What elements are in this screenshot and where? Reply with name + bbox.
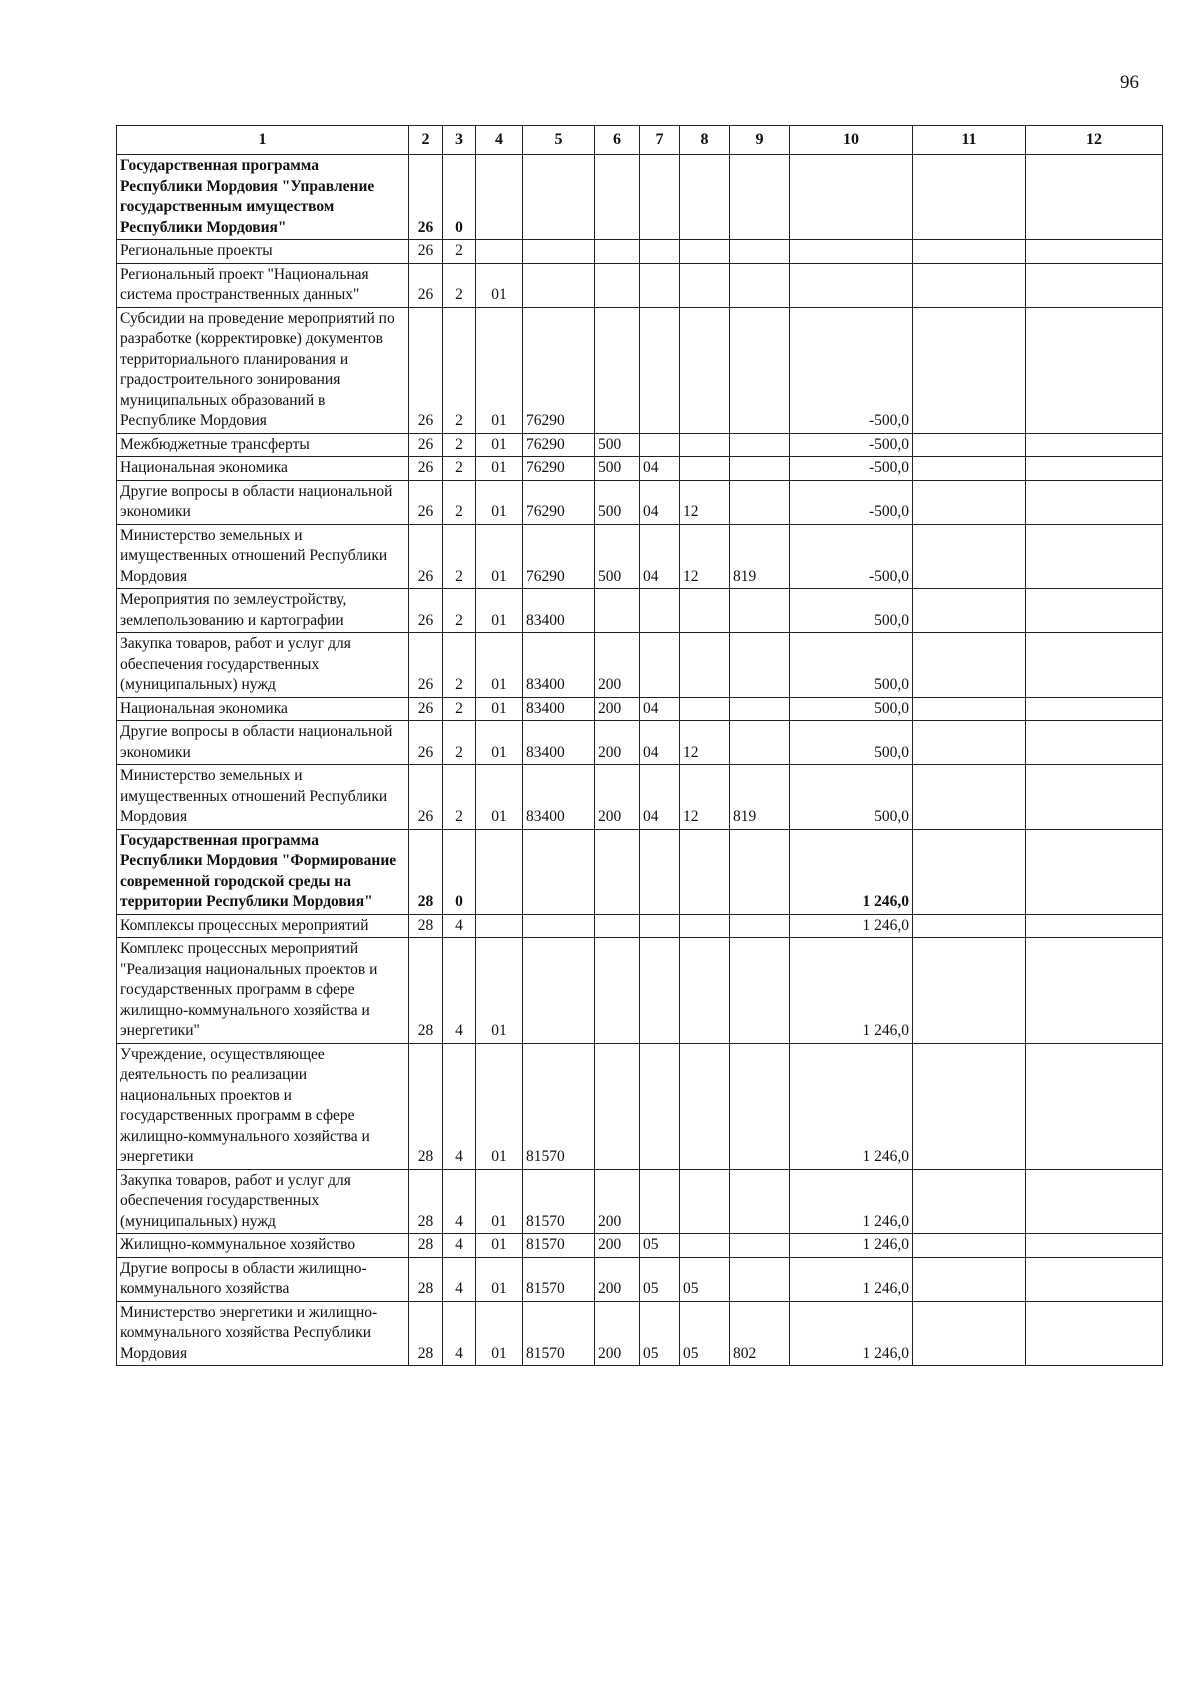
cell-col-6	[595, 1043, 640, 1169]
cell-col-11	[913, 457, 1026, 481]
row-label: Другие вопросы в области национальной экономики	[117, 721, 409, 765]
cell-col-7	[640, 1043, 680, 1169]
cell-col-7: 05	[640, 1257, 680, 1301]
amount-cell	[790, 155, 913, 240]
cell-col-11	[913, 1301, 1026, 1366]
cell-col-8	[680, 938, 730, 1044]
row-label: Министерство земельных и имущественных отношений Республики Мордовия	[117, 524, 409, 589]
row-label: Закупка товаров, работ и услуг для обеспечения государственных (муниципальных) нужд	[117, 633, 409, 698]
cell-col-8	[680, 457, 730, 481]
cell-col-12	[1026, 697, 1163, 721]
cell-col-9	[730, 721, 790, 765]
cell-col-4	[476, 155, 523, 240]
amount-cell	[790, 240, 913, 264]
cell-col-9	[730, 938, 790, 1044]
cell-col-7: 04	[640, 765, 680, 830]
cell-col-8: 05	[680, 1257, 730, 1301]
cell-col-5: 83400	[523, 589, 595, 633]
cell-col-9	[730, 633, 790, 698]
cell-col-12	[1026, 914, 1163, 938]
cell-col-7	[640, 155, 680, 240]
cell-col-6	[595, 240, 640, 264]
row-label: Жилищно-коммунальное хозяйство	[117, 1234, 409, 1258]
amount-cell: -500,0	[790, 480, 913, 524]
cell-col-3: 4	[443, 1257, 476, 1301]
cell-col-3: 2	[443, 697, 476, 721]
column-header-12: 12	[1026, 126, 1163, 155]
cell-col-12	[1026, 457, 1163, 481]
cell-col-9	[730, 307, 790, 433]
cell-col-4	[476, 914, 523, 938]
cell-col-4: 01	[476, 1301, 523, 1366]
cell-col-6	[595, 155, 640, 240]
cell-col-5: 76290	[523, 307, 595, 433]
cell-col-11	[913, 829, 1026, 914]
cell-col-4: 01	[476, 307, 523, 433]
amount-cell: 500,0	[790, 633, 913, 698]
cell-col-2: 28	[409, 1169, 443, 1234]
amount-cell: 1 246,0	[790, 914, 913, 938]
cell-col-5	[523, 240, 595, 264]
row-label: Региональный проект "Национальная система пространственных данных"	[117, 263, 409, 307]
cell-col-4	[476, 240, 523, 264]
cell-col-5: 76290	[523, 480, 595, 524]
cell-col-2: 28	[409, 914, 443, 938]
cell-col-2: 28	[409, 1257, 443, 1301]
cell-col-11	[913, 1169, 1026, 1234]
amount-cell: 1 246,0	[790, 1301, 913, 1366]
cell-col-5: 76290	[523, 457, 595, 481]
column-header-10: 10	[790, 126, 913, 155]
cell-col-8	[680, 914, 730, 938]
column-header-1: 1	[117, 126, 409, 155]
cell-col-4: 01	[476, 697, 523, 721]
amount-cell: 1 246,0	[790, 1169, 913, 1234]
row-label: Комплексы процессных мероприятий	[117, 914, 409, 938]
cell-col-11	[913, 589, 1026, 633]
cell-col-12	[1026, 524, 1163, 589]
cell-col-12	[1026, 1043, 1163, 1169]
table-row	[117, 589, 1163, 633]
cell-col-7	[640, 240, 680, 264]
amount-cell: 1 246,0	[790, 1257, 913, 1301]
cell-col-4: 01	[476, 1169, 523, 1234]
cell-col-9	[730, 457, 790, 481]
cell-col-6	[595, 938, 640, 1044]
table-body	[117, 155, 1163, 1366]
cell-col-5: 76290	[523, 524, 595, 589]
cell-col-6: 200	[595, 721, 640, 765]
cell-col-7	[640, 433, 680, 457]
cell-col-3: 2	[443, 765, 476, 830]
cell-col-3: 2	[443, 263, 476, 307]
cell-col-8	[680, 1043, 730, 1169]
cell-col-5: 81570	[523, 1301, 595, 1366]
cell-col-4: 01	[476, 457, 523, 481]
cell-col-3: 2	[443, 307, 476, 433]
cell-col-3: 0	[443, 155, 476, 240]
cell-col-3: 4	[443, 914, 476, 938]
cell-col-11	[913, 1234, 1026, 1258]
amount-cell	[790, 263, 913, 307]
cell-col-2: 28	[409, 938, 443, 1044]
row-label: Другие вопросы в области национальной экономики	[117, 480, 409, 524]
cell-col-12	[1026, 1169, 1163, 1234]
cell-col-4: 01	[476, 1043, 523, 1169]
cell-col-6: 200	[595, 1234, 640, 1258]
cell-col-5: 83400	[523, 633, 595, 698]
table-row	[117, 457, 1163, 481]
cell-col-6: 200	[595, 1257, 640, 1301]
cell-col-5: 81570	[523, 1169, 595, 1234]
cell-col-5	[523, 829, 595, 914]
cell-col-7: 04	[640, 697, 680, 721]
cell-col-3: 2	[443, 633, 476, 698]
cell-col-3: 2	[443, 721, 476, 765]
cell-col-6: 200	[595, 697, 640, 721]
cell-col-2: 28	[409, 1234, 443, 1258]
cell-col-5: 81570	[523, 1043, 595, 1169]
cell-col-7: 05	[640, 1234, 680, 1258]
cell-col-3: 2	[443, 240, 476, 264]
table-row	[117, 697, 1163, 721]
cell-col-7	[640, 263, 680, 307]
column-header-9: 9	[730, 126, 790, 155]
cell-col-7: 05	[640, 1301, 680, 1366]
cell-col-9: 802	[730, 1301, 790, 1366]
cell-col-6	[595, 914, 640, 938]
table-row	[117, 1234, 1163, 1258]
cell-col-8	[680, 240, 730, 264]
cell-col-2: 26	[409, 633, 443, 698]
cell-col-5	[523, 263, 595, 307]
cell-col-9	[730, 433, 790, 457]
cell-col-3: 4	[443, 1169, 476, 1234]
cell-col-7	[640, 914, 680, 938]
cell-col-11	[913, 524, 1026, 589]
cell-col-12	[1026, 155, 1163, 240]
cell-col-12	[1026, 240, 1163, 264]
cell-col-2: 26	[409, 155, 443, 240]
column-header-5: 5	[523, 126, 595, 155]
table-row	[117, 633, 1163, 698]
cell-col-8	[680, 1234, 730, 1258]
cell-col-6: 500	[595, 433, 640, 457]
cell-col-9	[730, 829, 790, 914]
cell-col-4: 01	[476, 1234, 523, 1258]
cell-col-8	[680, 589, 730, 633]
cell-col-11	[913, 155, 1026, 240]
cell-col-2: 26	[409, 480, 443, 524]
cell-col-12	[1026, 263, 1163, 307]
cell-col-7: 04	[640, 480, 680, 524]
cell-col-9	[730, 263, 790, 307]
table-row	[117, 1257, 1163, 1301]
cell-col-8	[680, 829, 730, 914]
cell-col-9	[730, 1043, 790, 1169]
table-row	[117, 765, 1163, 830]
table-row	[117, 155, 1163, 240]
cell-col-8	[680, 155, 730, 240]
row-label: Закупка товаров, работ и услуг для обеспечения государственных (муниципальных) нужд	[117, 1169, 409, 1234]
cell-col-12	[1026, 1257, 1163, 1301]
row-label: Комплекс процессных мероприятий "Реализация национальных проектов и государственных программ в сфере жилищно-коммунального хозяйства и энергетики"	[117, 938, 409, 1044]
cell-col-5	[523, 155, 595, 240]
cell-col-4: 01	[476, 263, 523, 307]
cell-col-8	[680, 697, 730, 721]
cell-col-8	[680, 633, 730, 698]
cell-col-6	[595, 829, 640, 914]
cell-col-11	[913, 433, 1026, 457]
cell-col-11	[913, 765, 1026, 830]
table-row	[117, 307, 1163, 433]
cell-col-12	[1026, 633, 1163, 698]
cell-col-2: 26	[409, 263, 443, 307]
cell-col-5: 76290	[523, 433, 595, 457]
row-label: Межбюджетные трансферты	[117, 433, 409, 457]
cell-col-9	[730, 155, 790, 240]
cell-col-4: 01	[476, 524, 523, 589]
cell-col-12	[1026, 480, 1163, 524]
cell-col-2: 26	[409, 697, 443, 721]
cell-col-5: 83400	[523, 721, 595, 765]
table-row	[117, 524, 1163, 589]
table-row	[117, 1169, 1163, 1234]
cell-col-5: 81570	[523, 1234, 595, 1258]
amount-cell: 1 246,0	[790, 1234, 913, 1258]
table-row	[117, 938, 1163, 1044]
cell-col-2: 26	[409, 589, 443, 633]
cell-col-3: 4	[443, 1301, 476, 1366]
cell-col-11	[913, 240, 1026, 264]
cell-col-2: 28	[409, 1301, 443, 1366]
cell-col-11	[913, 633, 1026, 698]
cell-col-3: 4	[443, 1234, 476, 1258]
amount-cell: 1 246,0	[790, 829, 913, 914]
cell-col-3: 2	[443, 589, 476, 633]
cell-col-4: 01	[476, 765, 523, 830]
cell-col-12	[1026, 307, 1163, 433]
cell-col-8: 12	[680, 524, 730, 589]
row-label: Государственная программа Республики Мордовия "Управление государственным имуществом Республики Мордовия"	[117, 155, 409, 240]
cell-col-5: 81570	[523, 1257, 595, 1301]
cell-col-11	[913, 914, 1026, 938]
cell-col-7	[640, 1169, 680, 1234]
cell-col-5	[523, 938, 595, 1044]
cell-col-11	[913, 1257, 1026, 1301]
cell-col-7: 04	[640, 457, 680, 481]
cell-col-4: 01	[476, 480, 523, 524]
amount-cell: -500,0	[790, 457, 913, 481]
cell-col-8: 12	[680, 480, 730, 524]
cell-col-9	[730, 914, 790, 938]
table-row	[117, 1043, 1163, 1169]
row-label: Министерство энергетики и жилищно-коммунального хозяйства Республики Мордовия	[117, 1301, 409, 1366]
cell-col-2: 26	[409, 307, 443, 433]
cell-col-8	[680, 307, 730, 433]
table-row	[117, 721, 1163, 765]
amount-cell: 500,0	[790, 721, 913, 765]
amount-cell: 1 246,0	[790, 938, 913, 1044]
cell-col-2: 26	[409, 721, 443, 765]
cell-col-12	[1026, 1301, 1163, 1366]
cell-col-7	[640, 589, 680, 633]
cell-col-11	[913, 938, 1026, 1044]
cell-col-7	[640, 633, 680, 698]
cell-col-2: 26	[409, 524, 443, 589]
cell-col-9	[730, 589, 790, 633]
table-row	[117, 263, 1163, 307]
row-label: Национальная экономика	[117, 457, 409, 481]
cell-col-8: 12	[680, 721, 730, 765]
row-label: Национальная экономика	[117, 697, 409, 721]
row-label: Учреждение, осуществляющее деятельность по реализации национальных проектов и государственных программ в сфере жилищно-коммунального хозяйства и энергетики	[117, 1043, 409, 1169]
cell-col-11	[913, 1043, 1026, 1169]
column-header-2: 2	[409, 126, 443, 155]
cell-col-7: 04	[640, 524, 680, 589]
cell-col-11	[913, 307, 1026, 433]
cell-col-9: 819	[730, 524, 790, 589]
cell-col-2: 26	[409, 765, 443, 830]
table-row	[117, 914, 1163, 938]
cell-col-7: 04	[640, 721, 680, 765]
cell-col-2: 26	[409, 457, 443, 481]
cell-col-8	[680, 1169, 730, 1234]
cell-col-8	[680, 433, 730, 457]
cell-col-12	[1026, 721, 1163, 765]
table-row	[117, 1301, 1163, 1366]
column-header-11: 11	[913, 126, 1026, 155]
column-header-6: 6	[595, 126, 640, 155]
amount-cell: -500,0	[790, 307, 913, 433]
cell-col-4: 01	[476, 1257, 523, 1301]
cell-col-2: 26	[409, 433, 443, 457]
cell-col-6	[595, 589, 640, 633]
amount-cell: 500,0	[790, 589, 913, 633]
column-header-8: 8	[680, 126, 730, 155]
cell-col-7	[640, 829, 680, 914]
cell-col-9	[730, 1257, 790, 1301]
cell-col-3: 2	[443, 433, 476, 457]
amount-cell: 500,0	[790, 765, 913, 830]
budget-table	[116, 125, 1163, 1366]
cell-col-12	[1026, 938, 1163, 1044]
column-header-7: 7	[640, 126, 680, 155]
column-header-3: 3	[443, 126, 476, 155]
cell-col-5	[523, 914, 595, 938]
cell-col-3: 4	[443, 1043, 476, 1169]
column-header-4: 4	[476, 126, 523, 155]
cell-col-9	[730, 697, 790, 721]
page-number: 96	[1120, 72, 1139, 93]
cell-col-9	[730, 1234, 790, 1258]
cell-col-11	[913, 263, 1026, 307]
table-row	[117, 433, 1163, 457]
cell-col-5: 83400	[523, 765, 595, 830]
cell-col-12	[1026, 589, 1163, 633]
cell-col-11	[913, 480, 1026, 524]
table-row	[117, 480, 1163, 524]
cell-col-6	[595, 263, 640, 307]
cell-col-6: 500	[595, 524, 640, 589]
cell-col-11	[913, 697, 1026, 721]
cell-col-6: 200	[595, 765, 640, 830]
cell-col-4: 01	[476, 721, 523, 765]
cell-col-12	[1026, 829, 1163, 914]
cell-col-3: 2	[443, 457, 476, 481]
row-label: Государственная программа Республики Мордовия "Формирование современной городской среды на территории Республики Мордовия"	[117, 829, 409, 914]
cell-col-9: 819	[730, 765, 790, 830]
cell-col-2: 26	[409, 240, 443, 264]
cell-col-3: 4	[443, 938, 476, 1044]
row-label: Другие вопросы в области жилищно-коммунального хозяйства	[117, 1257, 409, 1301]
cell-col-6: 200	[595, 633, 640, 698]
row-label: Субсидии на проведение мероприятий по разработке (корректировке) документов территориального планирования и градостроительного зонирования муниципальных образований в Республике Мордовия	[117, 307, 409, 433]
cell-col-6: 500	[595, 480, 640, 524]
cell-col-12	[1026, 433, 1163, 457]
cell-col-3: 2	[443, 480, 476, 524]
cell-col-4	[476, 829, 523, 914]
cell-col-9	[730, 480, 790, 524]
cell-col-9	[730, 1169, 790, 1234]
cell-col-4: 01	[476, 589, 523, 633]
table-row	[117, 829, 1163, 914]
cell-col-12	[1026, 765, 1163, 830]
row-label: Министерство земельных и имущественных отношений Республики Мордовия	[117, 765, 409, 830]
cell-col-3: 0	[443, 829, 476, 914]
cell-col-9	[730, 240, 790, 264]
cell-col-6: 200	[595, 1301, 640, 1366]
cell-col-7	[640, 307, 680, 433]
cell-col-8: 05	[680, 1301, 730, 1366]
cell-col-7	[640, 938, 680, 1044]
amount-cell: 1 246,0	[790, 1043, 913, 1169]
row-label: Мероприятия по землеустройству, землепользованию и картографии	[117, 589, 409, 633]
cell-col-2: 28	[409, 1043, 443, 1169]
amount-cell: 500,0	[790, 697, 913, 721]
cell-col-6: 200	[595, 1169, 640, 1234]
cell-col-6: 500	[595, 457, 640, 481]
cell-col-5: 83400	[523, 697, 595, 721]
cell-col-4: 01	[476, 433, 523, 457]
cell-col-2: 28	[409, 829, 443, 914]
table-header-row	[117, 126, 1163, 155]
cell-col-11	[913, 721, 1026, 765]
table-row	[117, 240, 1163, 264]
cell-col-3: 2	[443, 524, 476, 589]
cell-col-6	[595, 307, 640, 433]
cell-col-4: 01	[476, 938, 523, 1044]
amount-cell: -500,0	[790, 433, 913, 457]
cell-col-4: 01	[476, 633, 523, 698]
row-label: Региональные проекты	[117, 240, 409, 264]
amount-cell: -500,0	[790, 524, 913, 589]
cell-col-8	[680, 263, 730, 307]
cell-col-8: 12	[680, 765, 730, 830]
cell-col-12	[1026, 1234, 1163, 1258]
